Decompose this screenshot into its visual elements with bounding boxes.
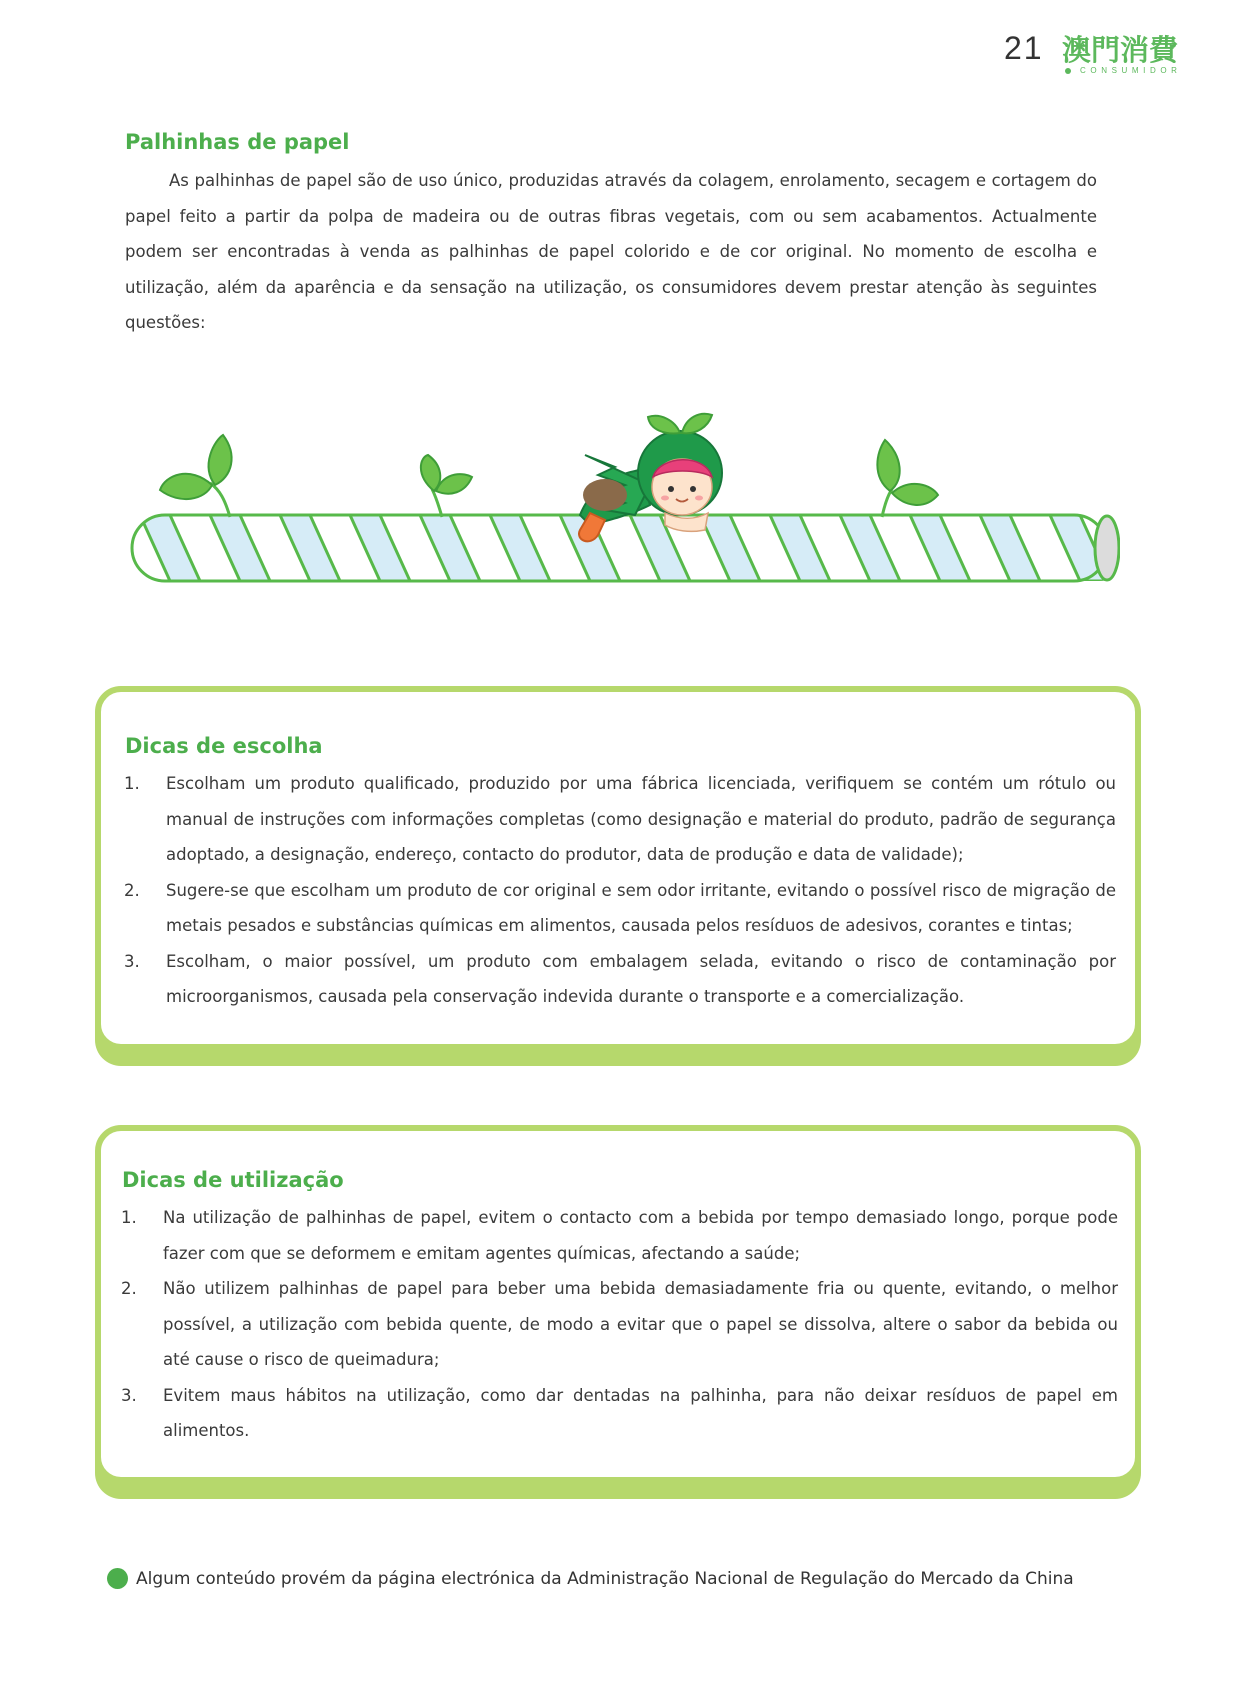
page-number: 21	[1004, 30, 1044, 66]
list-item	[121, 1378, 1118, 1449]
list-item-number: 2.	[121, 1279, 137, 1298]
list-item-text: Sugere-se que escolham um produto de cor original e sem odor irritante, evitando o possível risco de migração de metais pesados e substâncias químicas em alimentos, causada pelos resíduos de adesivos, corantes e tintas;	[166, 880, 1116, 935]
list-item	[124, 766, 1116, 873]
list-item	[124, 873, 1116, 944]
article-title: Palhinhas de papel	[125, 130, 350, 154]
bullet-dot-icon	[107, 1568, 128, 1589]
article-paragraph: As palhinhas de papel são de uso único, produzidas através da colagem, enrolamento, secagem e cortagem do papel feito a partir da polpa de madeira ou de outras fibras vegetais, com ou sem acabamentos. Actualmente podem ser encontradas à venda as palhinhas de papel colorido e de cor original. No momento de escolha e utilização, além da aparência e da sensação na utilização, os consumidores devem prestar atenção às seguintes questões:	[125, 171, 1097, 332]
list-item-number: 3.	[124, 951, 140, 971]
usage-tips-list	[121, 1200, 1118, 1449]
list-item-text: Escolham, o maior possível, um produto com embalagem selada, evitando o risco de contaminação por microorganismos, causada pela conservação indevida durante o transporte e a comercialização.	[166, 951, 1116, 1006]
list-item	[124, 944, 1116, 1015]
list-item	[121, 1200, 1118, 1271]
paper-straw-illustration	[120, 395, 1120, 595]
macau-consumer-logo	[1062, 34, 1187, 78]
list-item-number: 2.	[124, 880, 140, 900]
footer-note	[107, 1568, 1074, 1589]
choice-tips-list	[124, 766, 1116, 1015]
sprout-icon	[421, 455, 472, 517]
footer-note-text: Algum conteúdo provém da página electrónica da Administração Nacional de Regulação do Mercado da China	[136, 1568, 1074, 1589]
list-item-text: Não utilizem palhinhas de papel para beber uma bebida demasiadamente fria ou quente, evitando, o melhor possível, a utilização com bebida quente, de modo a evitar que o papel se dissolva, altere o sabor da bebida ou até cause o risco de queimadura;	[163, 1279, 1118, 1369]
list-item-number: 1.	[124, 774, 140, 793]
paper-straw-icon	[132, 515, 1119, 581]
list-item	[121, 1271, 1118, 1378]
sprout-icon	[877, 440, 938, 517]
choice-tips-title: Dicas de escolha	[125, 734, 323, 758]
list-item-text: Escolham um produto qualificado, produzido por uma fábrica licenciada, verifiquem se contém um rótulo ou manual de instruções com informações completas (como designação e material do produto, padrão de segurança adoptado, a designação, endereço, contacto do produtor, data de produção e data de validade);	[166, 774, 1116, 864]
list-item-text: Evitem maus hábitos na utilização, como dar dentadas na palhinha, para não deixar resíduos de papel em alimentos.	[163, 1385, 1118, 1440]
list-item-text: Na utilização de palhinhas de papel, evitem o contacto com a bebida por tempo demasiado longo, porque pode fazer com que se deformem e emitam agentes químicas, afectando a saúde;	[163, 1208, 1118, 1263]
logo-title: 澳門消費	[1062, 33, 1179, 67]
logo-subtitle: CONSUMIDOR	[1080, 66, 1182, 75]
logo-dot-icon	[1065, 68, 1071, 74]
list-item-number: 3.	[121, 1385, 137, 1405]
usage-tips-title: Dicas de utilização	[122, 1168, 344, 1192]
list-item-number: 1.	[121, 1208, 137, 1227]
sprout-icon	[160, 435, 232, 517]
